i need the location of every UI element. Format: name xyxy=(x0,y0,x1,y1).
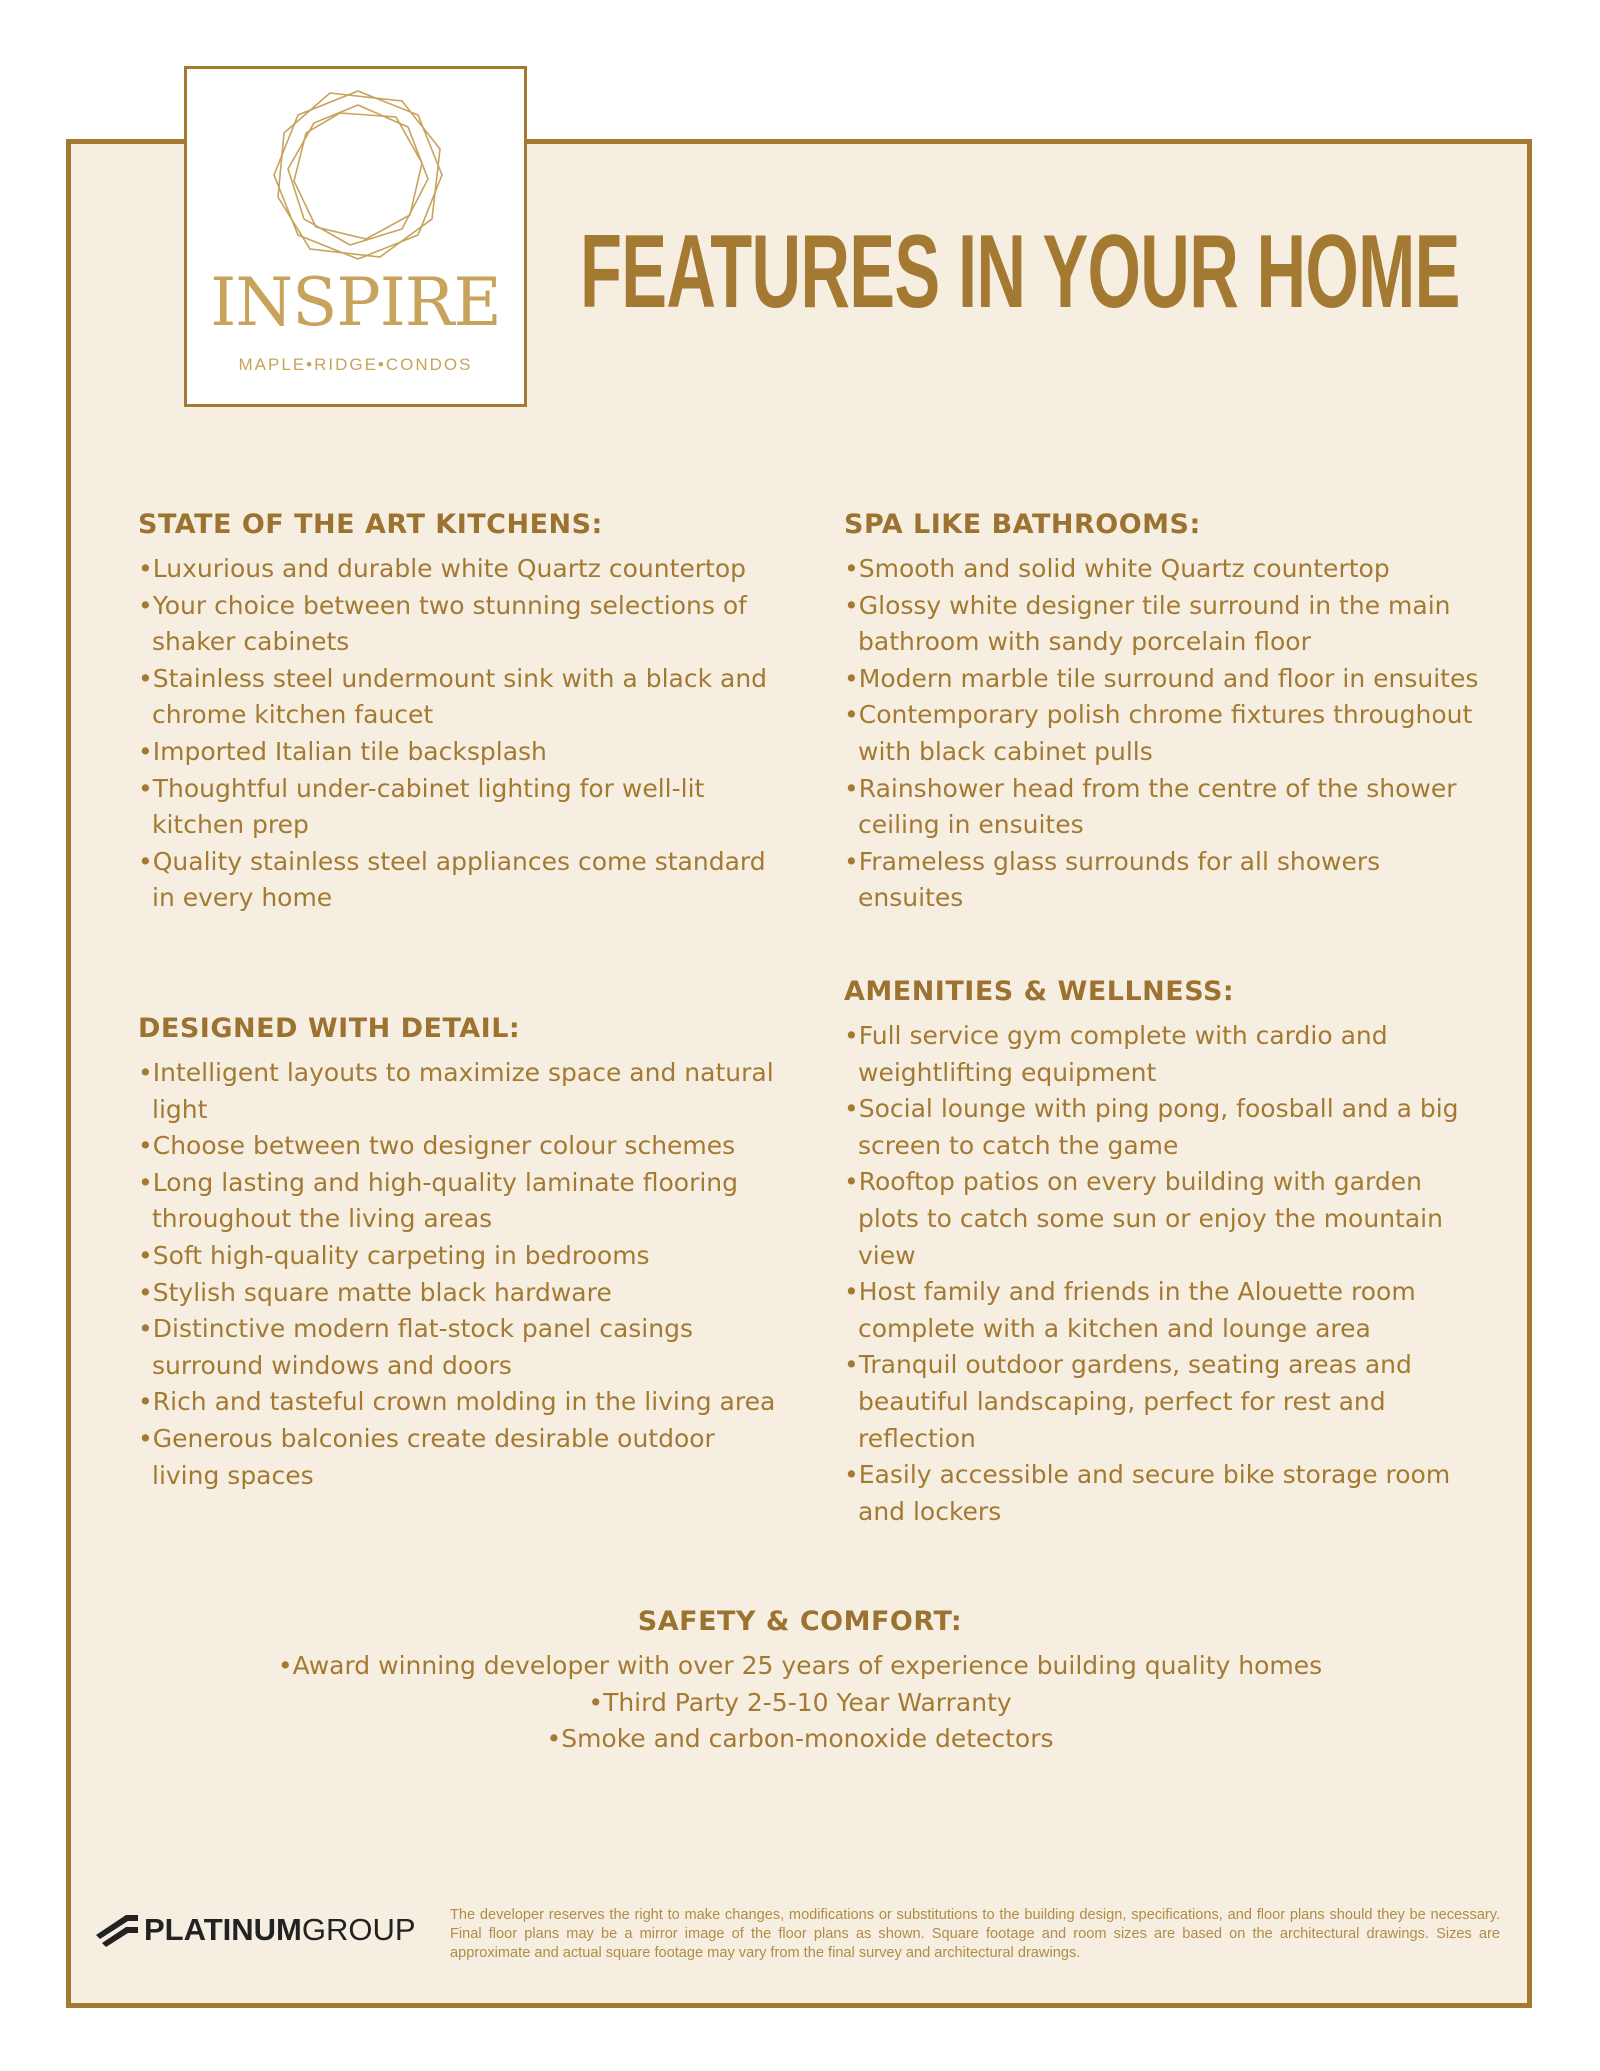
list-item: • Glossy white designer tile surround in the main bathroom with sandy porcelain floor xyxy=(844,588,1484,661)
feature-list xyxy=(844,1018,1484,1530)
list-item: • Tranquil outdoor gardens, seating areas and beautiful landscaping, perfect for rest and reflection xyxy=(844,1347,1484,1457)
list-item: • Host family and friends in the Alouette room complete with a kitchen and lounge area xyxy=(844,1274,1484,1347)
list-item: • Social lounge with ping pong, foosball and a big screen to catch the game xyxy=(844,1091,1484,1164)
list-item: • Distinctive modern flat-stock panel casings surround windows and doors xyxy=(138,1311,778,1384)
feature-list xyxy=(138,1055,778,1494)
list-item: • Quality stainless steel appliances come standard in every home xyxy=(138,844,778,917)
section-amenities xyxy=(844,976,1484,1530)
list-item: • Thoughtful under-cabinet lighting for well-lit kitchen prep xyxy=(138,771,778,844)
inspire-logo xyxy=(184,66,527,407)
list-item: • Stylish square matte black hardware xyxy=(138,1275,778,1312)
list-item: • Contemporary polish chrome fixtures throughout with black cabinet pulls xyxy=(844,697,1484,770)
roof-chevron-icon xyxy=(96,1913,138,1947)
section-heading: SPA LIKE BATHROOMS: xyxy=(844,509,1201,540)
disclaimer-text: The developer reserves the right to make changes, modifications or substitutions to the building design, specifications, and floor plans should they be necessary. Final floor plans may be a mirror image of the floor plans as shown. Square footage and room sizes are based on the architectural drawings. Sizes are approximate and actual square footage may vary from the final survey and architectural drawings. xyxy=(450,1907,1500,1961)
list-item: • Rooftop patios on every building with garden plots to catch some sun or enjoy the mountain view xyxy=(844,1164,1484,1274)
section-kitchens xyxy=(138,509,778,917)
list-item: • Stainless steel undermount sink with a black and chrome kitchen faucet xyxy=(138,661,778,734)
list-item: • Generous balconies create desirable outdoor living spaces xyxy=(138,1421,778,1494)
page-title: FEATURES IN YOUR HOME xyxy=(580,214,1460,330)
list-item: • Rainshower head from the centre of the shower ceiling in ensuites xyxy=(844,771,1484,844)
section-heading: DESIGNED WITH DETAIL: xyxy=(138,1013,521,1044)
section-heading: AMENITIES & WELLNESS: xyxy=(844,976,1235,1007)
section-bathrooms xyxy=(844,509,1484,917)
developer-wordmark-rest: GROUP xyxy=(301,1912,416,1947)
logo-wordmark: INSPIRE xyxy=(210,264,501,341)
list-item: • Soft high-quality carpeting in bedrooms xyxy=(138,1238,778,1275)
list-item: • Frameless glass surrounds for all showers ensuites xyxy=(844,844,1484,917)
list-item: • Long lasting and high-quality laminate flooring throughout the living areas xyxy=(138,1165,778,1238)
section-design xyxy=(138,1013,778,1494)
list-item: • Imported Italian tile backsplash xyxy=(138,734,778,771)
octagon-gem-icon xyxy=(270,87,446,263)
list-item: • Rich and tasteful crown molding in the living area xyxy=(138,1384,778,1421)
list-item: • Choose between two designer colour schemes xyxy=(138,1128,778,1165)
list-item: • Your choice between two stunning selections of shaker cabinets xyxy=(138,588,778,661)
list-item: • Smooth and solid white Quartz countertop xyxy=(844,551,1484,588)
list-item: • Third Party 2-5-10 Year Warranty xyxy=(200,1685,1400,1722)
list-item: • Modern marble tile surround and floor in ensuites xyxy=(844,661,1484,698)
list-item: • Intelligent layouts to maximize space and natural light xyxy=(138,1055,778,1128)
feature-list xyxy=(200,1648,1400,1758)
list-item: • Smoke and carbon-monoxide detectors xyxy=(200,1721,1400,1758)
list-item: • Easily accessible and secure bike storage room and lockers xyxy=(844,1457,1484,1530)
logo-tagline: MAPLE•RIDGE•CONDOS xyxy=(238,355,473,374)
feature-list xyxy=(844,551,1484,917)
list-item: • Luxurious and durable white Quartz countertop xyxy=(138,551,778,588)
list-item: • Full service gym complete with cardio and weightlifting equipment xyxy=(844,1018,1484,1091)
developer-wordmark xyxy=(144,1912,416,1948)
section-safety xyxy=(200,1606,1400,1758)
section-heading: SAFETY & COMFORT: xyxy=(637,1606,963,1637)
section-heading: STATE OF THE ART KITCHENS: xyxy=(138,509,603,540)
list-item: • Award winning developer with over 25 years of experience building quality homes xyxy=(200,1648,1400,1685)
platinum-group-logo xyxy=(96,1905,416,1955)
feature-list xyxy=(138,551,778,917)
developer-wordmark-bold: PLATINUM xyxy=(144,1912,302,1947)
